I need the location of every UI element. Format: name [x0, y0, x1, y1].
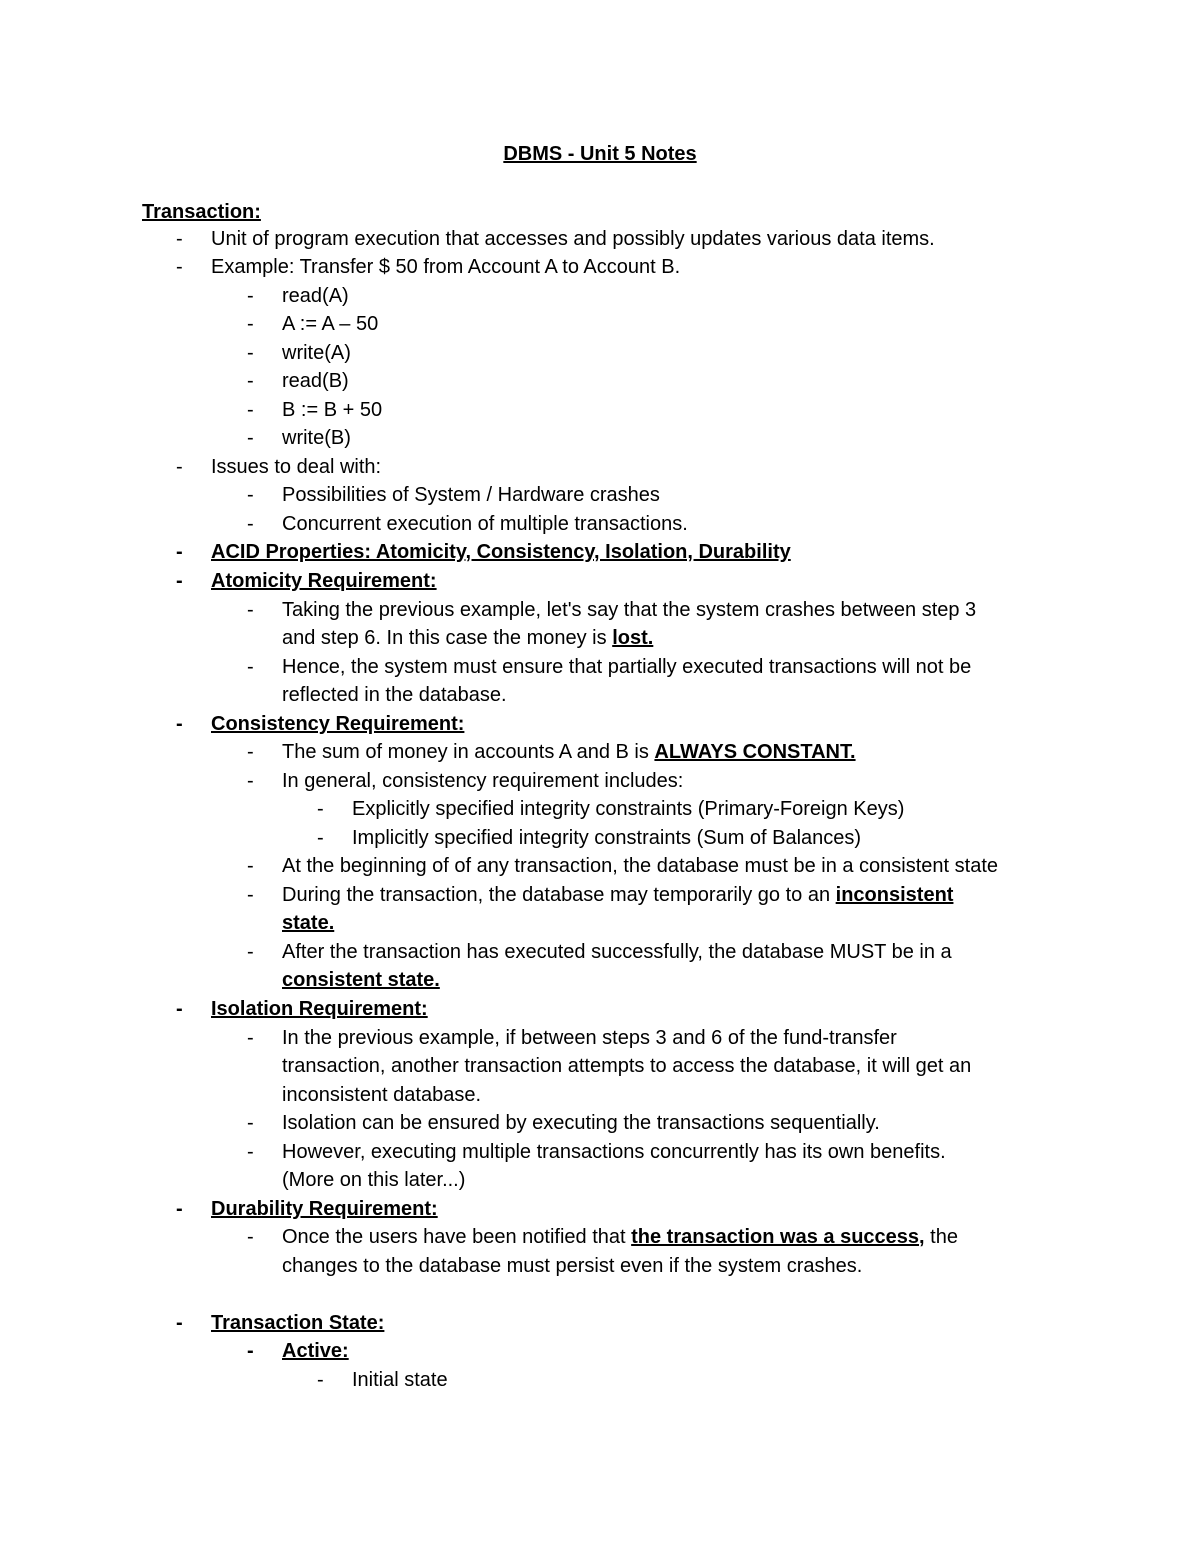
bullet-dash: -	[247, 285, 254, 307]
bullet-dash: -	[176, 456, 183, 478]
list-item-heading: Transaction State:	[211, 1312, 385, 1334]
emphasis-text: state.	[282, 912, 335, 934]
list-item-text	[282, 738, 856, 766]
text-run: and step 6. In this case the money is	[282, 627, 613, 649]
list-item-text: A := A – 50	[282, 313, 379, 335]
list-item-text	[282, 881, 953, 909]
bullet-dash: -	[176, 256, 183, 278]
list-item-text: After the transaction has executed successfully, the database MUST be in a	[282, 941, 952, 963]
bullet-dash: -	[176, 541, 183, 563]
bullet-dash: -	[317, 827, 324, 849]
list-item-text: Implicitly specified integrity constraints (Sum of Balances)	[352, 827, 862, 849]
list-item-text: However, executing multiple transactions concurrently has its own benefits.	[282, 1141, 946, 1163]
bullet-dash: -	[176, 1198, 183, 1220]
list-item-heading: Consistency Requirement:	[211, 713, 465, 735]
list-item-text: Explicitly specified integrity constraints (Primary-Foreign Keys)	[352, 798, 905, 820]
list-item-text: Possibilities of System / Hardware crashes	[282, 484, 660, 506]
list-item-text: Issues to deal with:	[211, 456, 382, 478]
bullet-dash: -	[317, 1369, 324, 1391]
bullet-dash: -	[247, 1112, 254, 1134]
list-item-text: changes to the database must persist even if the system crashes.	[282, 1255, 863, 1277]
bullet-dash: -	[247, 513, 254, 535]
page-title: DBMS - Unit 5 Notes	[503, 143, 697, 165]
list-item-heading: Isolation Requirement:	[211, 998, 428, 1020]
bullet-dash: -	[247, 855, 254, 877]
list-item-text: B := B + 50	[282, 399, 383, 421]
bullet-dash: -	[317, 798, 324, 820]
bullet-dash: -	[247, 599, 254, 621]
list-item-text	[282, 1223, 958, 1251]
bullet-dash: -	[176, 570, 183, 592]
bullet-dash: -	[247, 1141, 254, 1163]
bullet-dash: -	[247, 941, 254, 963]
bullet-dash: -	[247, 1027, 254, 1049]
list-item-text: (More on this later...)	[282, 1169, 466, 1191]
text-run: the	[924, 1226, 958, 1248]
bullet-dash: -	[247, 399, 254, 421]
bullet-dash: -	[247, 741, 254, 763]
bullet-dash: -	[247, 342, 254, 364]
list-item-heading: ACID Properties: Atomicity, Consistency, Isolation, Durability	[211, 541, 791, 563]
list-item-heading: Active:	[282, 1340, 349, 1362]
list-item-text: transaction, another transaction attempts to access the database, it will get an	[282, 1055, 972, 1077]
list-item-text: Concurrent execution of multiple transactions.	[282, 513, 688, 535]
list-item-text: In the previous example, if between steps 3 and 6 of the fund-transfer	[282, 1027, 897, 1049]
bullet-dash: -	[247, 313, 254, 335]
text-run: Once the users have been notified that	[282, 1226, 632, 1248]
list-item-heading: Durability Requirement:	[211, 1198, 438, 1220]
emphasis-text: the transaction was a success,	[631, 1226, 925, 1248]
list-item-heading: Atomicity Requirement:	[211, 570, 437, 592]
bullet-dash: -	[247, 1340, 254, 1362]
list-item-text: In general, consistency requirement includes:	[282, 770, 684, 792]
bullet-dash: -	[247, 656, 254, 678]
list-item-text: Taking the previous example, let's say that the system crashes between step 3	[282, 599, 977, 621]
bullet-dash: -	[176, 228, 183, 250]
list-item-text: Hence, the system must ensure that partially executed transactions will not be	[282, 656, 972, 678]
list-item-text: Isolation can be ensured by executing the transactions sequentially.	[282, 1112, 880, 1134]
bullet-dash: -	[176, 713, 183, 735]
list-item-text: At the beginning of of any transaction, the database must be in a consistent state	[282, 855, 999, 877]
emphasis-text: inconsistent	[835, 884, 954, 906]
bullet-dash: -	[247, 770, 254, 792]
list-item-text: write(B)	[282, 427, 351, 449]
list-item-text: Example: Transfer $ 50 from Account A to Account B.	[211, 256, 681, 278]
bullet-dash: -	[247, 370, 254, 392]
bullet-dash: -	[247, 1226, 254, 1248]
text-run: The sum of money in accounts A and B is	[282, 741, 655, 763]
list-item-text: Initial state	[352, 1369, 448, 1391]
list-item-text: inconsistent database.	[282, 1084, 482, 1106]
bullet-dash: -	[247, 484, 254, 506]
bullet-dash: -	[176, 1312, 183, 1334]
list-item-text: write(A)	[282, 342, 351, 364]
list-item-text	[282, 624, 653, 652]
emphasis-text: lost.	[612, 627, 654, 649]
list-item-text: Unit of program execution that accesses and possibly updates various data items.	[211, 228, 935, 250]
bullet-dash: -	[247, 884, 254, 906]
bullet-dash: -	[176, 998, 183, 1020]
list-item-text: read(A)	[282, 285, 349, 307]
bullet-dash: -	[247, 427, 254, 449]
list-item-text: reflected in the database.	[282, 684, 507, 706]
list-item-text: read(B)	[282, 370, 349, 392]
section-heading-transaction: Transaction:	[142, 201, 261, 223]
text-run: During the transaction, the database may temporarily go to an	[282, 884, 836, 906]
emphasis-text: consistent state.	[282, 969, 440, 991]
emphasis-text: ALWAYS CONSTANT.	[654, 741, 856, 763]
